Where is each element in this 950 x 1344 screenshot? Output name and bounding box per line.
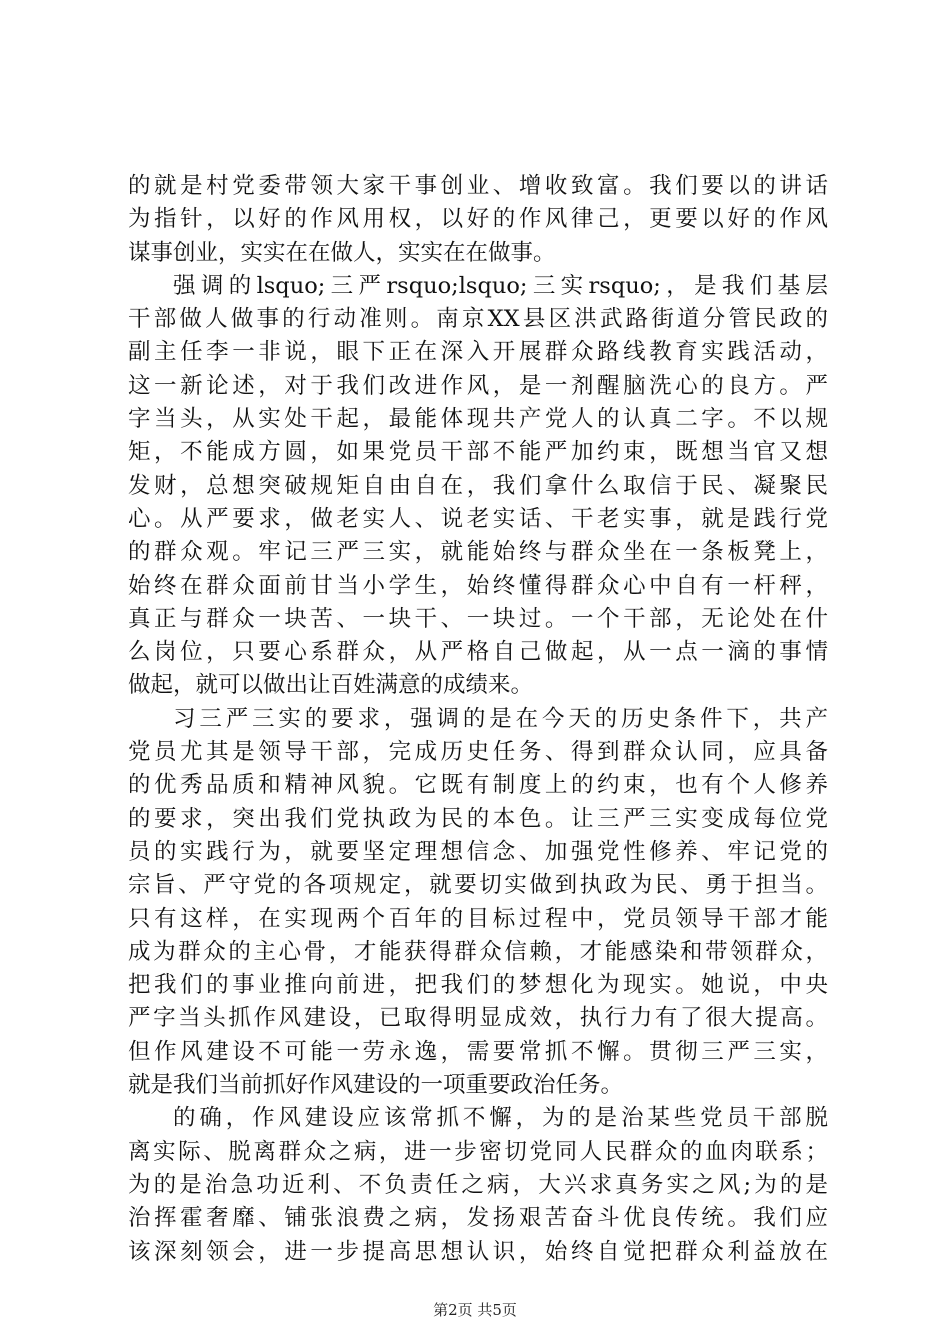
text-line: 该深刻领会，进一步提高思想认识，始终自觉把群众利益放在 — [128, 1238, 828, 1265]
text-line: 谋事创业，实实在在做人，实实在在做事。 — [128, 239, 556, 266]
text-line: 强调的lsquo;三严rsquo;lsquo;三实rsquo;，是我们基层 — [173, 272, 828, 299]
text-line: 真正与群众一块苦、一块干、一块过。一个干部，无论处在什 — [128, 605, 828, 632]
text-line: 宗旨、严守党的各项规定，就要切实做到执政为民、勇于担当。 — [128, 872, 828, 899]
text-line: 离实际、脱离群众之病，进一步密切党同人民群众的血肉联系； — [128, 1138, 828, 1165]
text-line: 始终在群众面前甘当小学生，始终懂得群众心中自有一杆秤， — [128, 572, 828, 599]
text-line: 员的实践行为，就要坚定理想信念、加强党性修养、牢记党的 — [128, 838, 828, 865]
text-line: 的优秀品质和精神风貌。它既有制度上的约束，也有个人修养 — [128, 772, 828, 799]
text-line: 心。从严要求，做老实人、说老实话、干老实事，就是践行党 — [128, 505, 828, 532]
text-line: 严字当头抓作风建设，已取得明显成效，执行力有了很大提高。 — [128, 1005, 828, 1032]
text-line: 但作风建设不可能一劳永逸，需要常抓不懈。贯彻三严三实， — [128, 1038, 828, 1065]
text-line: 只有这样，在实现两个百年的目标过程中，党员领导干部才能 — [128, 905, 828, 932]
text-line: 么岗位，只要心系群众，从严格自己做起，从一点一滴的事情 — [128, 639, 828, 666]
text-line: 的确，作风建设应该常抓不懈，为的是治某些党员干部脱 — [173, 1105, 828, 1132]
text-line: 的要求，突出我们党执政为民的本色。让三严三实变成每位党 — [128, 805, 828, 832]
text-line: 的就是村党委带领大家干事创业、增收致富。我们要以的讲话 — [128, 173, 828, 199]
text-line: 副主任李一非说，眼下正在深入开展群众路线教育实践活动， — [128, 339, 828, 366]
text-line: 习三严三实的要求，强调的是在今天的历史条件下，共产 — [173, 705, 828, 732]
text-line: 为指针，以好的作风用权，以好的作风律己，更要以好的作风 — [128, 206, 828, 233]
text-line: 把我们的事业推向前进，把我们的梦想化为现实。她说，中央 — [128, 972, 828, 999]
text-line: 党员尤其是领导干部，完成历史任务、得到群众认同，应具备 — [128, 739, 828, 766]
text-line: 干部做人做事的行动准则。南京XX县区洪武路街道分管民政的 — [128, 306, 828, 333]
text-line: 为的是治急功近利、不负责任之病，大兴求真务实之风;为的是 — [128, 1171, 828, 1198]
text-line: 做起，就可以做出让百姓满意的成绩来。 — [128, 672, 534, 699]
text-line: 这一新论述，对于我们改进作风，是一剂醒脑洗心的良方。严 — [128, 372, 828, 399]
text-line: 的群众观。牢记三严三实，就能始终与群众坐在一条板凳上， — [128, 539, 828, 566]
text-line: 治挥霍奢靡、铺张浪费之病，发扬艰苦奋斗优良传统。我们应 — [128, 1205, 828, 1232]
text-line: 矩，不能成方圆，如果党员干部不能严加约束，既想当官又想 — [128, 439, 828, 466]
document-body — [128, 170, 828, 1269]
page-footer: 第2页 共5页 — [433, 1301, 517, 1319]
text-line: 就是我们当前抓好作风建设的一项重要政治任务。 — [128, 1072, 624, 1099]
text-line: 成为群众的主心骨，才能获得群众信赖，才能感染和带领群众， — [128, 938, 828, 965]
text-line: 发财，总想突破规矩自由自在，我们拿什么取信于民、凝聚民 — [128, 472, 828, 499]
text-line: 字当头，从实处干起，最能体现共产党人的认真二字。不以规 — [128, 406, 828, 433]
